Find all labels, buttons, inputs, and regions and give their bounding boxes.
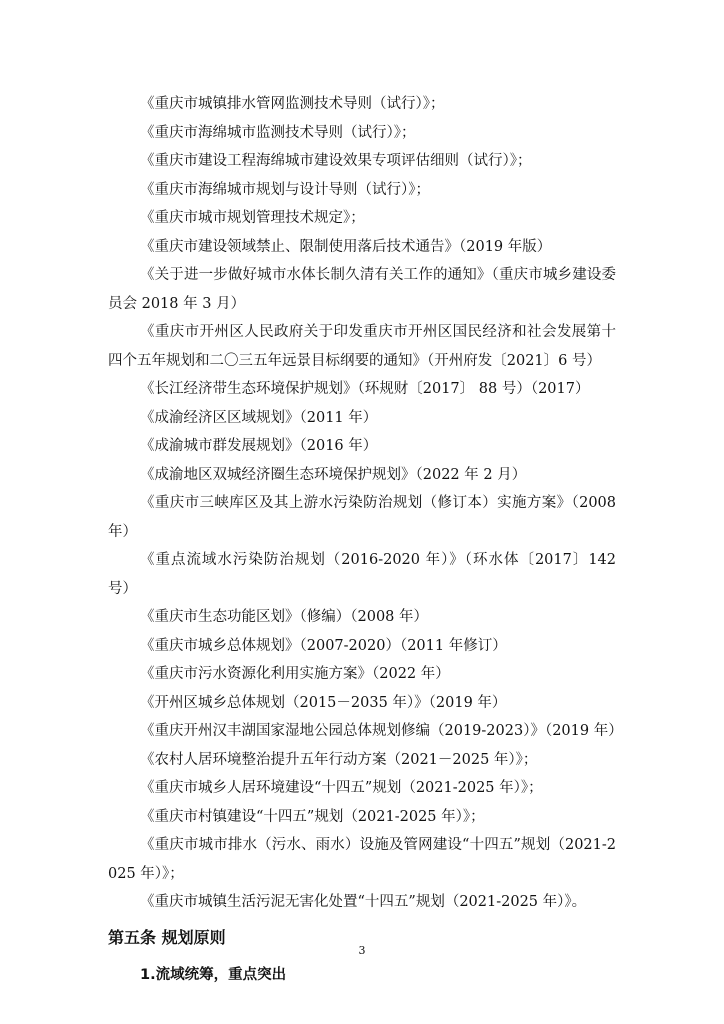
- reference-item: 《长江经济带生态环境保护规划》（环规财〔2017〕 88 号）（2017）: [140, 381, 590, 397]
- reference-item: 《成渝城市群发展规划》（2016 年）: [140, 438, 378, 454]
- reference-item: 《农村人居环境整治提升五年行动方案（2021－2025 年）》；: [140, 751, 538, 768]
- reference-item: 《开州区城乡总体规划（2015－2035 年）》（2019 年）: [140, 694, 507, 711]
- reference-item: 《成渝经济区区域规划》（2011 年）: [140, 409, 378, 426]
- page-number: 3: [358, 944, 366, 957]
- reference-item: 《重庆市村镇建设“十四五”规划（2021-2025 年）》；: [140, 808, 485, 825]
- reference-item: 《重庆市城乡总体规划》（2007-2020）（2011 年修订）: [140, 637, 507, 654]
- reference-item: 《重庆市海绵城市监测技术导则（试行）》；: [140, 124, 416, 141]
- reference-item: 《重庆市城镇排水管网监测技术导则（试行）》；: [140, 96, 445, 112]
- reference-item: 《关于进一步做好城市水体长制久清有关工作的通知》（重庆市城乡建设委员会 2018 年 3 月）: [108, 267, 616, 312]
- reference-item: 《重庆市城乡人居环境建设“十四五”规划（2021-2025 年）》；: [140, 780, 543, 796]
- reference-item: 《重庆开州汉丰湖国家湿地公园总体规划修编（2019-2023）》（2019 年）: [140, 723, 623, 739]
- reference-item: 《重庆市建设领域禁止、限制使用落后技术通告》（2019 年版）: [140, 238, 552, 255]
- reference-item: 《重庆市海绵城市规划与设计导则（试行）》；: [140, 181, 430, 198]
- reference-item: 《重庆市城镇生活污泥无害化处置“十四五”规划（2021-2025 年）》。: [140, 894, 587, 910]
- reference-item: 《重庆市城市排水（污水、雨水）设施及管网建设“十四五”规划（2021-2025 年）》；: [108, 837, 616, 882]
- reference-item: 《成渝地区双城经济圈生态环境保护规划》（2022 年 2 月）: [140, 466, 527, 483]
- reference-item: 《重庆市三峡库区及其上游水污染防治规划（修订本）实施方案》（2008 年）: [108, 495, 616, 540]
- section-heading: 第五条 规划原则: [108, 927, 226, 947]
- reference-item: 《重点流域水污染防治规划（2016-2020 年）》（环水体〔2017〕142 号）: [108, 552, 616, 597]
- reference-item: 《重庆市污水资源化利用实施方案》（2022 年）: [140, 666, 450, 682]
- reference-item: 《重庆市城市规划管理技术规定》；: [140, 210, 365, 226]
- reference-item: 《重庆市开州区人民政府关于印发重庆市开州区国民经济和社会发展第十四个五年规划和二〇三五年远景目标纲要的通知》（开州府发〔2021〕6 号）: [108, 324, 616, 369]
- reference-item: 《重庆市建设工程海绵城市建设效果专项评估细则（试行）》；: [140, 153, 532, 169]
- document-body: [108, 90, 623, 989]
- reference-item: 《重庆市生态功能区划》（修编）（2008 年）: [140, 609, 429, 625]
- sub-heading: 1.流域统筹，重点突出: [140, 966, 287, 983]
